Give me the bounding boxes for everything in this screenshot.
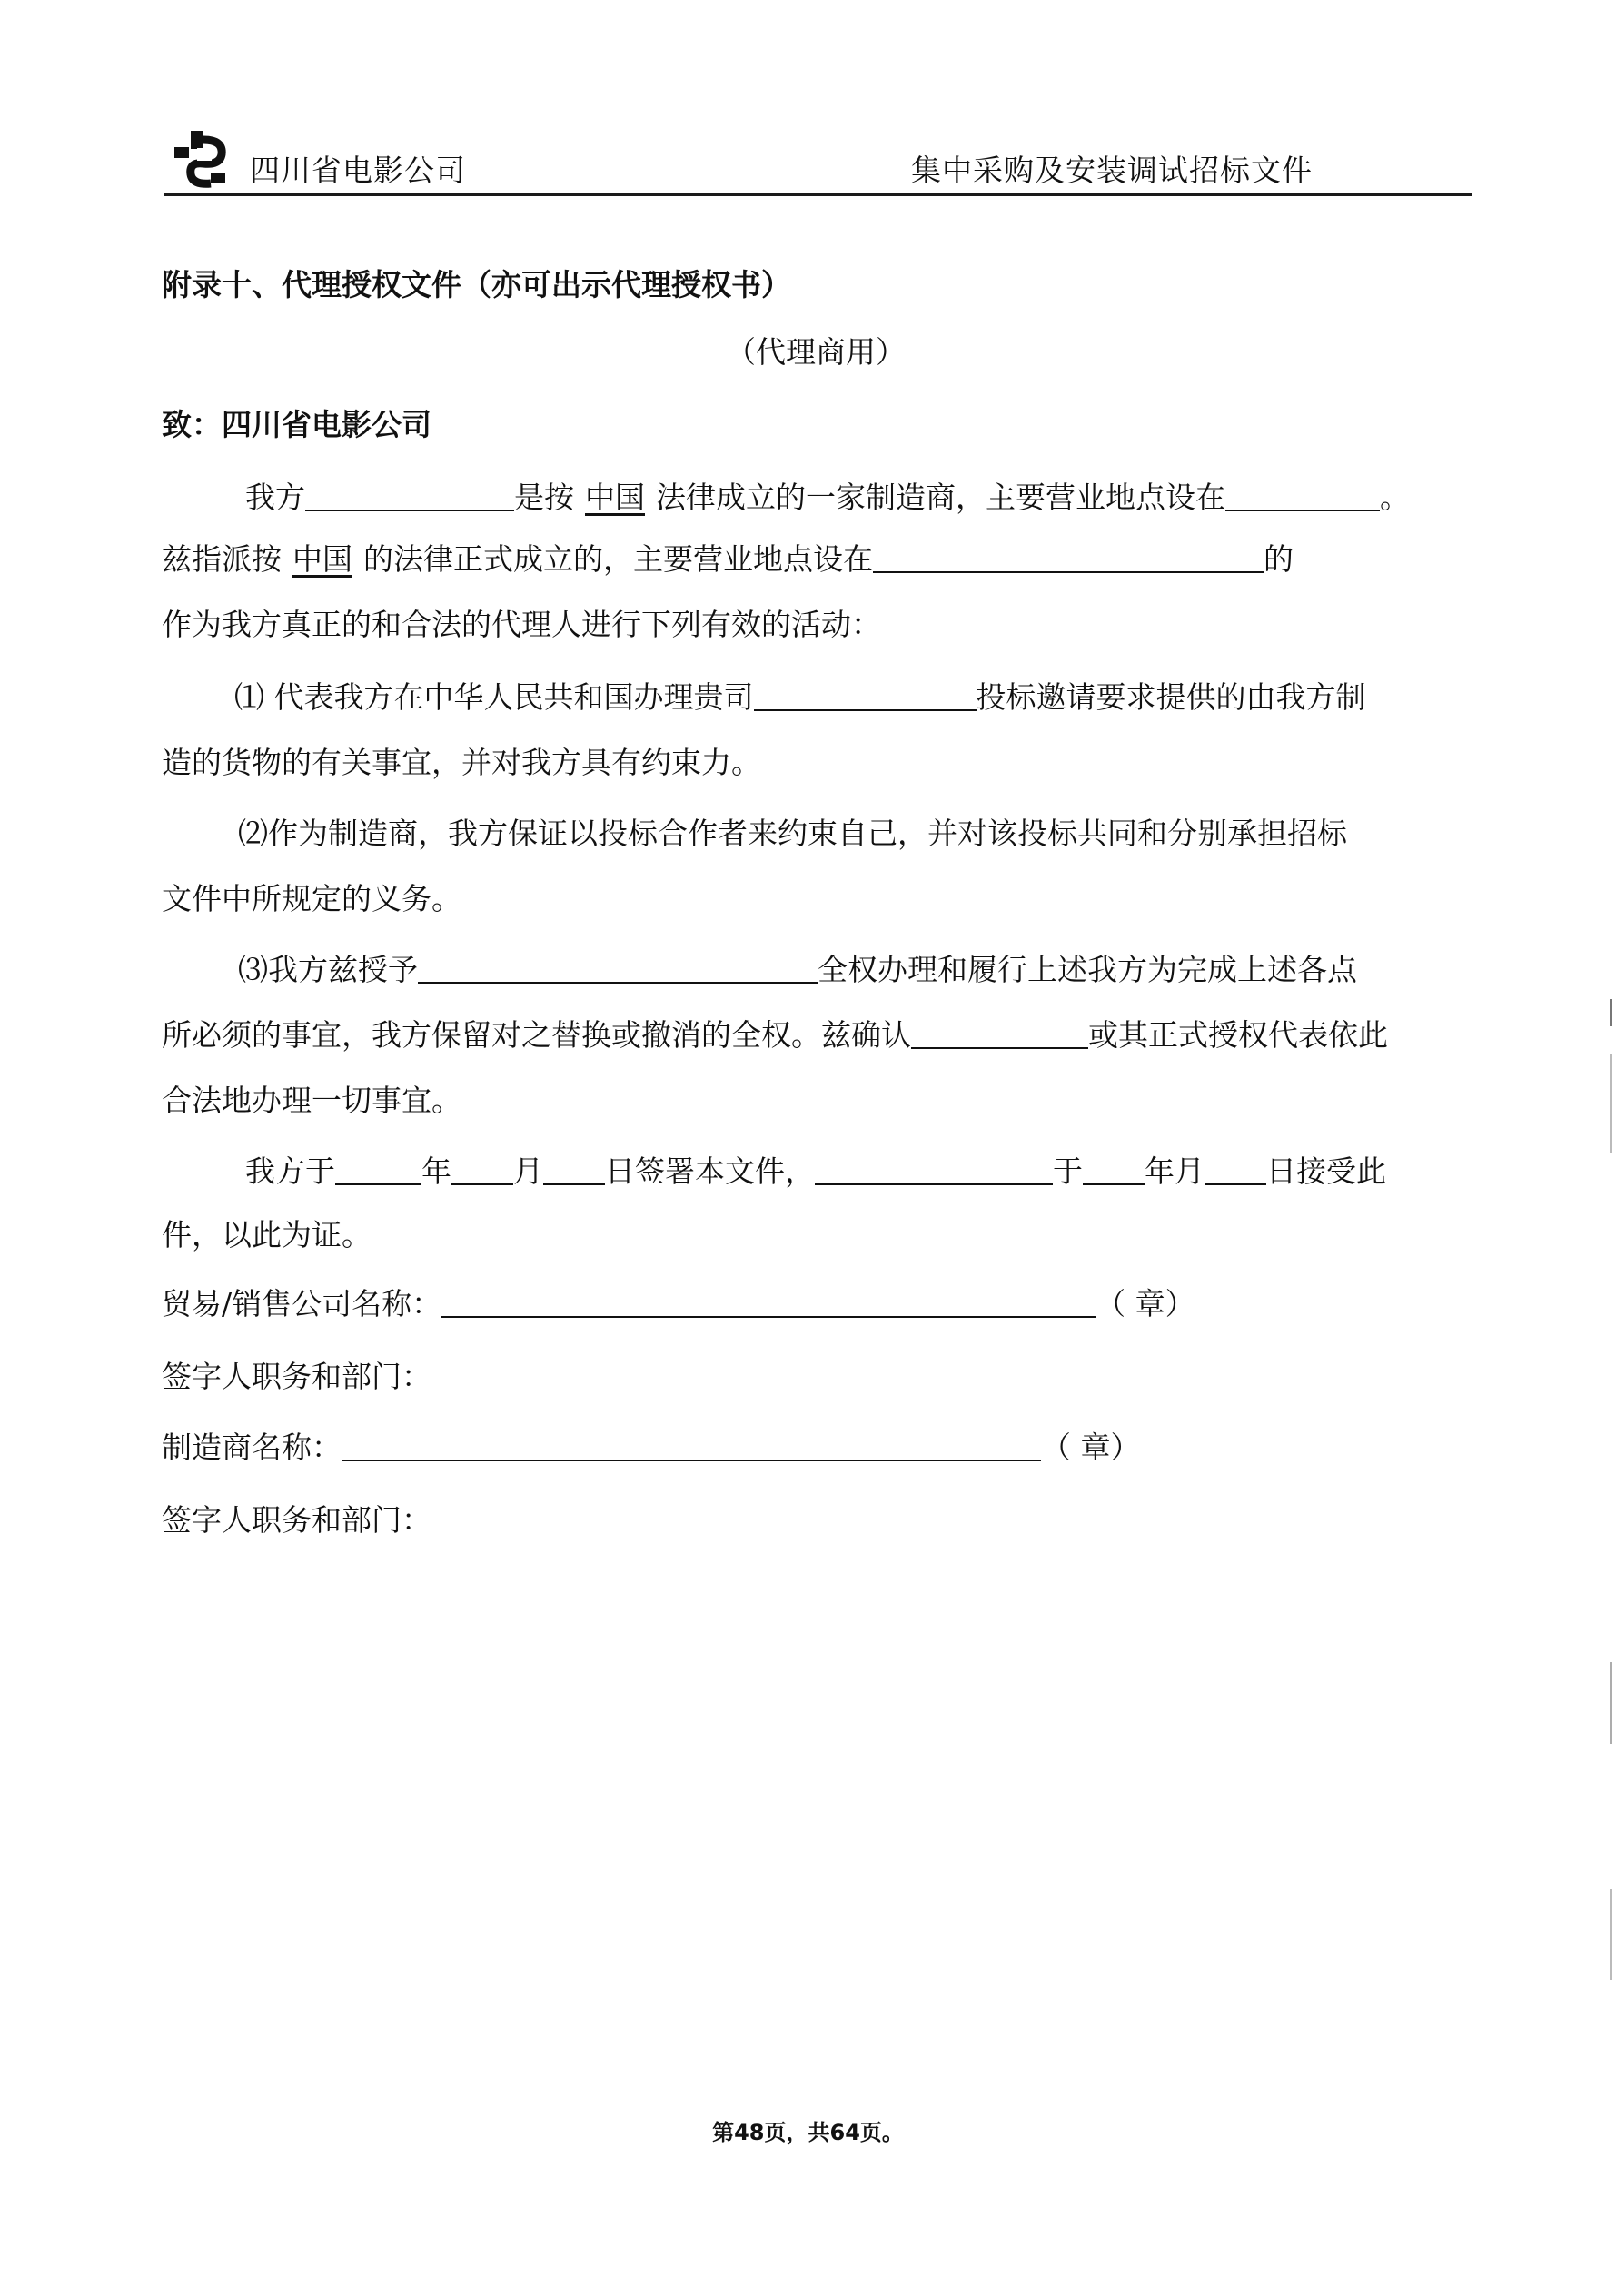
trade-company-seal: （ 章）	[1096, 1286, 1195, 1321]
agent-address-blank[interactable]	[873, 544, 1264, 573]
tender-name-blank[interactable]	[754, 682, 977, 711]
manufacturer-field[interactable]	[342, 1432, 1041, 1461]
accept-year-month-label: 年月	[1145, 1153, 1205, 1189]
item-3-cont: 合法地办理一切事宜。	[162, 1083, 461, 1118]
item-3-line-2	[162, 1015, 1388, 1055]
manufacturer-address-blank[interactable]	[1225, 482, 1380, 511]
subtitle: （代理商用）	[726, 334, 906, 370]
item-3-text-b: 全权办理和履行上述我方为完成上述各点	[818, 952, 1357, 987]
manufacturer-line	[162, 1428, 1141, 1468]
scan-edge-mark	[1610, 1662, 1612, 1744]
sign-month-label: 月	[513, 1153, 543, 1189]
para-1-text-c: 法律成立的一家制造商，主要营业地点设在	[656, 480, 1225, 515]
para-1-text-a: 我方	[245, 480, 305, 515]
para-1-text-b: 是按	[514, 480, 574, 515]
authorized-agent-blank[interactable]	[418, 955, 818, 984]
trade-company-line	[162, 1284, 1195, 1324]
accept-day-label: 日接受此	[1266, 1153, 1386, 1189]
sign-day-blank[interactable]	[543, 1156, 605, 1185]
item-3-text-a: ⑶我方兹授予	[238, 952, 418, 987]
para-2-text-b: 的法律正式成立的，主要营业地点设在	[363, 541, 873, 577]
manufacturer-seal: （ 章）	[1041, 1430, 1141, 1465]
item-2-cont: 文件中所规定的义务。	[162, 881, 461, 916]
item-1-text-a: ⑴ 代表我方在中华人民共和国办理贵司	[234, 679, 754, 715]
item-2: ⑵作为制造商，我方保证以投标合作者来约束自己，并对该投标共同和分别承担招标	[238, 816, 1347, 851]
accept-day-blank[interactable]	[1205, 1156, 1266, 1185]
sign-month-blank[interactable]	[451, 1156, 513, 1185]
item-3-text-c: 所必须的事宜，我方保留对之替换或撤消的全权。兹确认	[162, 1017, 911, 1053]
page-number: 第48页，共64页。	[712, 2120, 904, 2145]
sign-day-label: 日签署本文件，	[605, 1153, 815, 1189]
item-1	[234, 678, 1366, 718]
appendix-title: 附录十、代理授权文件（亦可出示代理授权书）	[162, 267, 791, 302]
accept-at-label: 于	[1053, 1153, 1083, 1189]
trade-company-label: 贸易/销售公司名称：	[162, 1286, 442, 1321]
para-1-country: 中国	[585, 480, 645, 515]
para-3: 作为我方真正的和合法的代理人进行下列有效的活动：	[162, 607, 881, 642]
accept-year-blank[interactable]	[1083, 1156, 1145, 1185]
header-org-name: 四川省电影公司	[250, 153, 466, 188]
scan-edge-mark	[1610, 999, 1612, 1026]
item-1-text-b: 投标邀请要求提供的由我方制	[976, 679, 1366, 715]
scan-edge-mark	[1610, 1889, 1612, 1980]
confirmed-agent-blank[interactable]	[911, 1020, 1088, 1049]
para-1-text-d: 。	[1380, 480, 1410, 515]
sign-date-cont: 件，以此为证。	[162, 1217, 372, 1252]
scan-edge-mark	[1610, 1054, 1612, 1153]
sign-year-label: 年	[421, 1153, 451, 1189]
manufacturer-name-blank[interactable]	[305, 482, 514, 511]
addressee: 致：四川省电影公司	[162, 407, 431, 442]
header-doc-title: 集中采购及安装调试招标文件	[911, 153, 1313, 188]
item-1-cont: 造的货物的有关事宜，并对我方具有约束力。	[162, 745, 761, 780]
sign-date-line	[245, 1152, 1386, 1192]
sign-date-text-a: 我方于	[245, 1153, 335, 1189]
item-3	[238, 950, 1357, 990]
manufacturer-label: 制造商名称：	[162, 1430, 342, 1465]
para-2-text-a: 兹指派按	[162, 541, 282, 577]
signer-2: 签字人职务和部门：	[162, 1502, 431, 1538]
para-2-country: 中国	[292, 541, 352, 577]
para-1	[245, 478, 1410, 518]
item-3-text-d: 或其正式授权代表依此	[1088, 1017, 1388, 1053]
signer-1: 签字人职务和部门：	[162, 1359, 431, 1394]
trade-company-field[interactable]	[441, 1289, 1096, 1318]
sign-year-blank[interactable]	[335, 1156, 421, 1185]
page-header	[164, 127, 1472, 196]
company-logo-icon	[171, 127, 234, 191]
receiver-blank[interactable]	[815, 1156, 1053, 1185]
para-2	[162, 539, 1294, 579]
para-2-text-c: 的	[1264, 541, 1294, 577]
